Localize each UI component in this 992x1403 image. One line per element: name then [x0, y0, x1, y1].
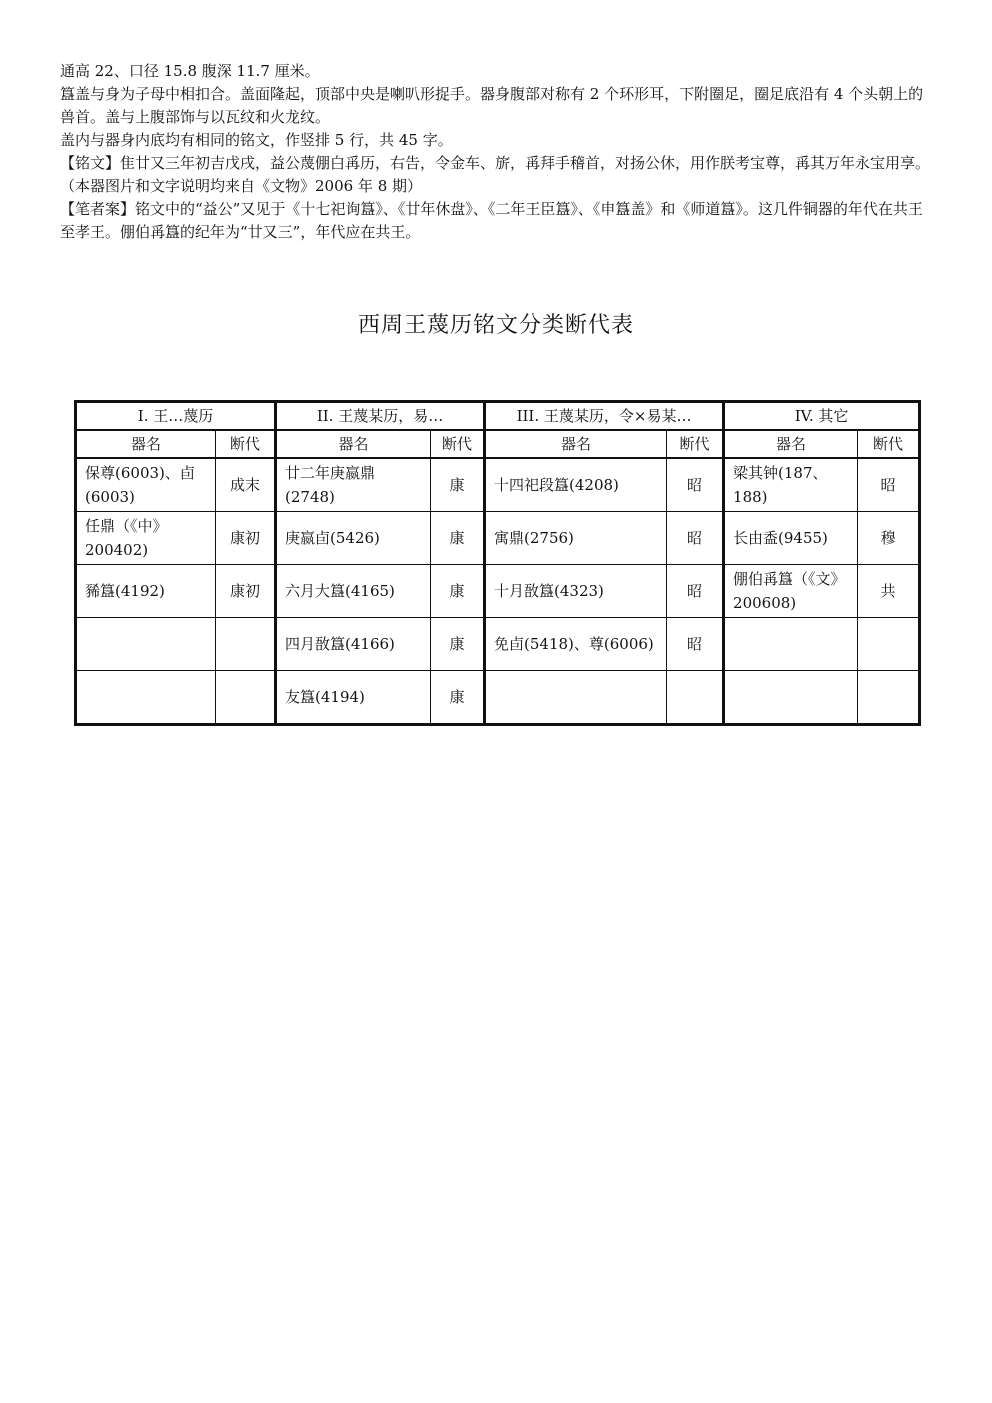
vessel-name: 廿二年庚嬴鼎(2748): [276, 458, 431, 512]
column-header-period: 断代: [667, 430, 724, 458]
period: 康: [431, 671, 485, 725]
period: 康初: [216, 512, 276, 565]
period: [216, 618, 276, 671]
intro-line: 簋盖与身为子母中相扣合。盖面隆起，顶部中央是喇叭形捉手。器身腹部对称有 2 个环形耳，下附圈足，圈足底沿有 4 个头朝上的兽首。盖与上腹部饰与以瓦纹和火龙纹。: [60, 85, 924, 126]
column-header-period: 断代: [216, 430, 276, 458]
period: 共: [858, 565, 920, 618]
vessel-name: [724, 671, 858, 725]
table-row: [76, 618, 920, 671]
group-header: III. 王蔑某历，令×易某…: [485, 402, 724, 431]
vessel-name: 长由盉(9455): [724, 512, 858, 565]
period: 康: [431, 458, 485, 512]
period: 昭: [858, 458, 920, 512]
period: 昭: [667, 512, 724, 565]
vessel-name: 保尊(6003)、卣(6003): [76, 458, 216, 512]
vessel-name: 梁其钟(187、188): [724, 458, 858, 512]
intro-line: 【笔者案】铭文中的“益公”又见于《十七祀询簋》、《廿年休盘》、《二年王臣簋》、《申簋盖》和《师道簋》。这几件铜器的年代在共王至孝王。倗伯爯簋的纪年为“廿又三”，年代应在共王。: [60, 200, 923, 241]
vessel-name: 豨簋(4192): [76, 565, 216, 618]
intro-line: 【铭文】隹廿又三年初吉戊戌，益公蔑倗白爯历，右告，令金车、旂，爯拜手稽首，对扬公休，用作朕考宝尊，爯其万年永宝用享。: [60, 154, 931, 172]
group-header: I. 王…蔑历: [76, 402, 276, 431]
intro-line: 盖内与器身内底均有相同的铭文，作竖排 5 行，共 45 字。: [60, 131, 453, 149]
period: 昭: [667, 565, 724, 618]
vessel-name: 四月敔簋(4166): [276, 618, 431, 671]
period: [667, 671, 724, 725]
vessel-name: 倗伯爯簋（《文》200608): [724, 565, 858, 618]
period: 成末: [216, 458, 276, 512]
group-header: IV. 其它: [724, 402, 920, 431]
table-row: [76, 458, 920, 512]
vessel-name: [76, 671, 216, 725]
column-header-name: 器名: [724, 430, 858, 458]
period: 昭: [667, 618, 724, 671]
column-header-row: [76, 430, 920, 458]
intro-line: 通高 22、口径 15.8 腹深 11.7 厘米。: [60, 62, 320, 80]
vessel-name: [76, 618, 216, 671]
vessel-name: 任鼎（《中》200402): [76, 512, 216, 565]
vessel-name: 庚嬴卣(5426): [276, 512, 431, 565]
group-header-row: [76, 402, 920, 431]
column-header-name: 器名: [485, 430, 667, 458]
vessel-name: [485, 671, 667, 725]
table-row: [76, 512, 920, 565]
column-header-name: 器名: [276, 430, 431, 458]
vessel-name: 免卣(5418)、尊(6006): [485, 618, 667, 671]
period: [216, 671, 276, 725]
vessel-name: 十月敔簋(4323): [485, 565, 667, 618]
group-header: II. 王蔑某历，易…: [276, 402, 485, 431]
period: 康初: [216, 565, 276, 618]
column-header-period: 断代: [858, 430, 920, 458]
column-header-period: 断代: [431, 430, 485, 458]
vessel-name: 六月大簋(4165): [276, 565, 431, 618]
table-title: 西周王蔑历铭文分类断代表: [357, 313, 634, 338]
vessel-name: [724, 618, 858, 671]
classification-table: [74, 400, 921, 726]
vessel-name: 友簋(4194): [276, 671, 431, 725]
period: [858, 618, 920, 671]
period: 穆: [858, 512, 920, 565]
intro-text: [60, 60, 936, 244]
period: 康: [431, 512, 485, 565]
column-header-name: 器名: [76, 430, 216, 458]
table-row: [76, 671, 920, 725]
period: 昭: [667, 458, 724, 512]
period: 康: [431, 565, 485, 618]
vessel-name: 十四祀段簋(4208): [485, 458, 667, 512]
period: [858, 671, 920, 725]
period: 康: [431, 618, 485, 671]
table-row: [76, 565, 920, 618]
vessel-name: 寓鼎(2756): [485, 512, 667, 565]
intro-line: （本器图片和文字说明均来自《文物》2006 年 8 期）: [60, 177, 423, 195]
